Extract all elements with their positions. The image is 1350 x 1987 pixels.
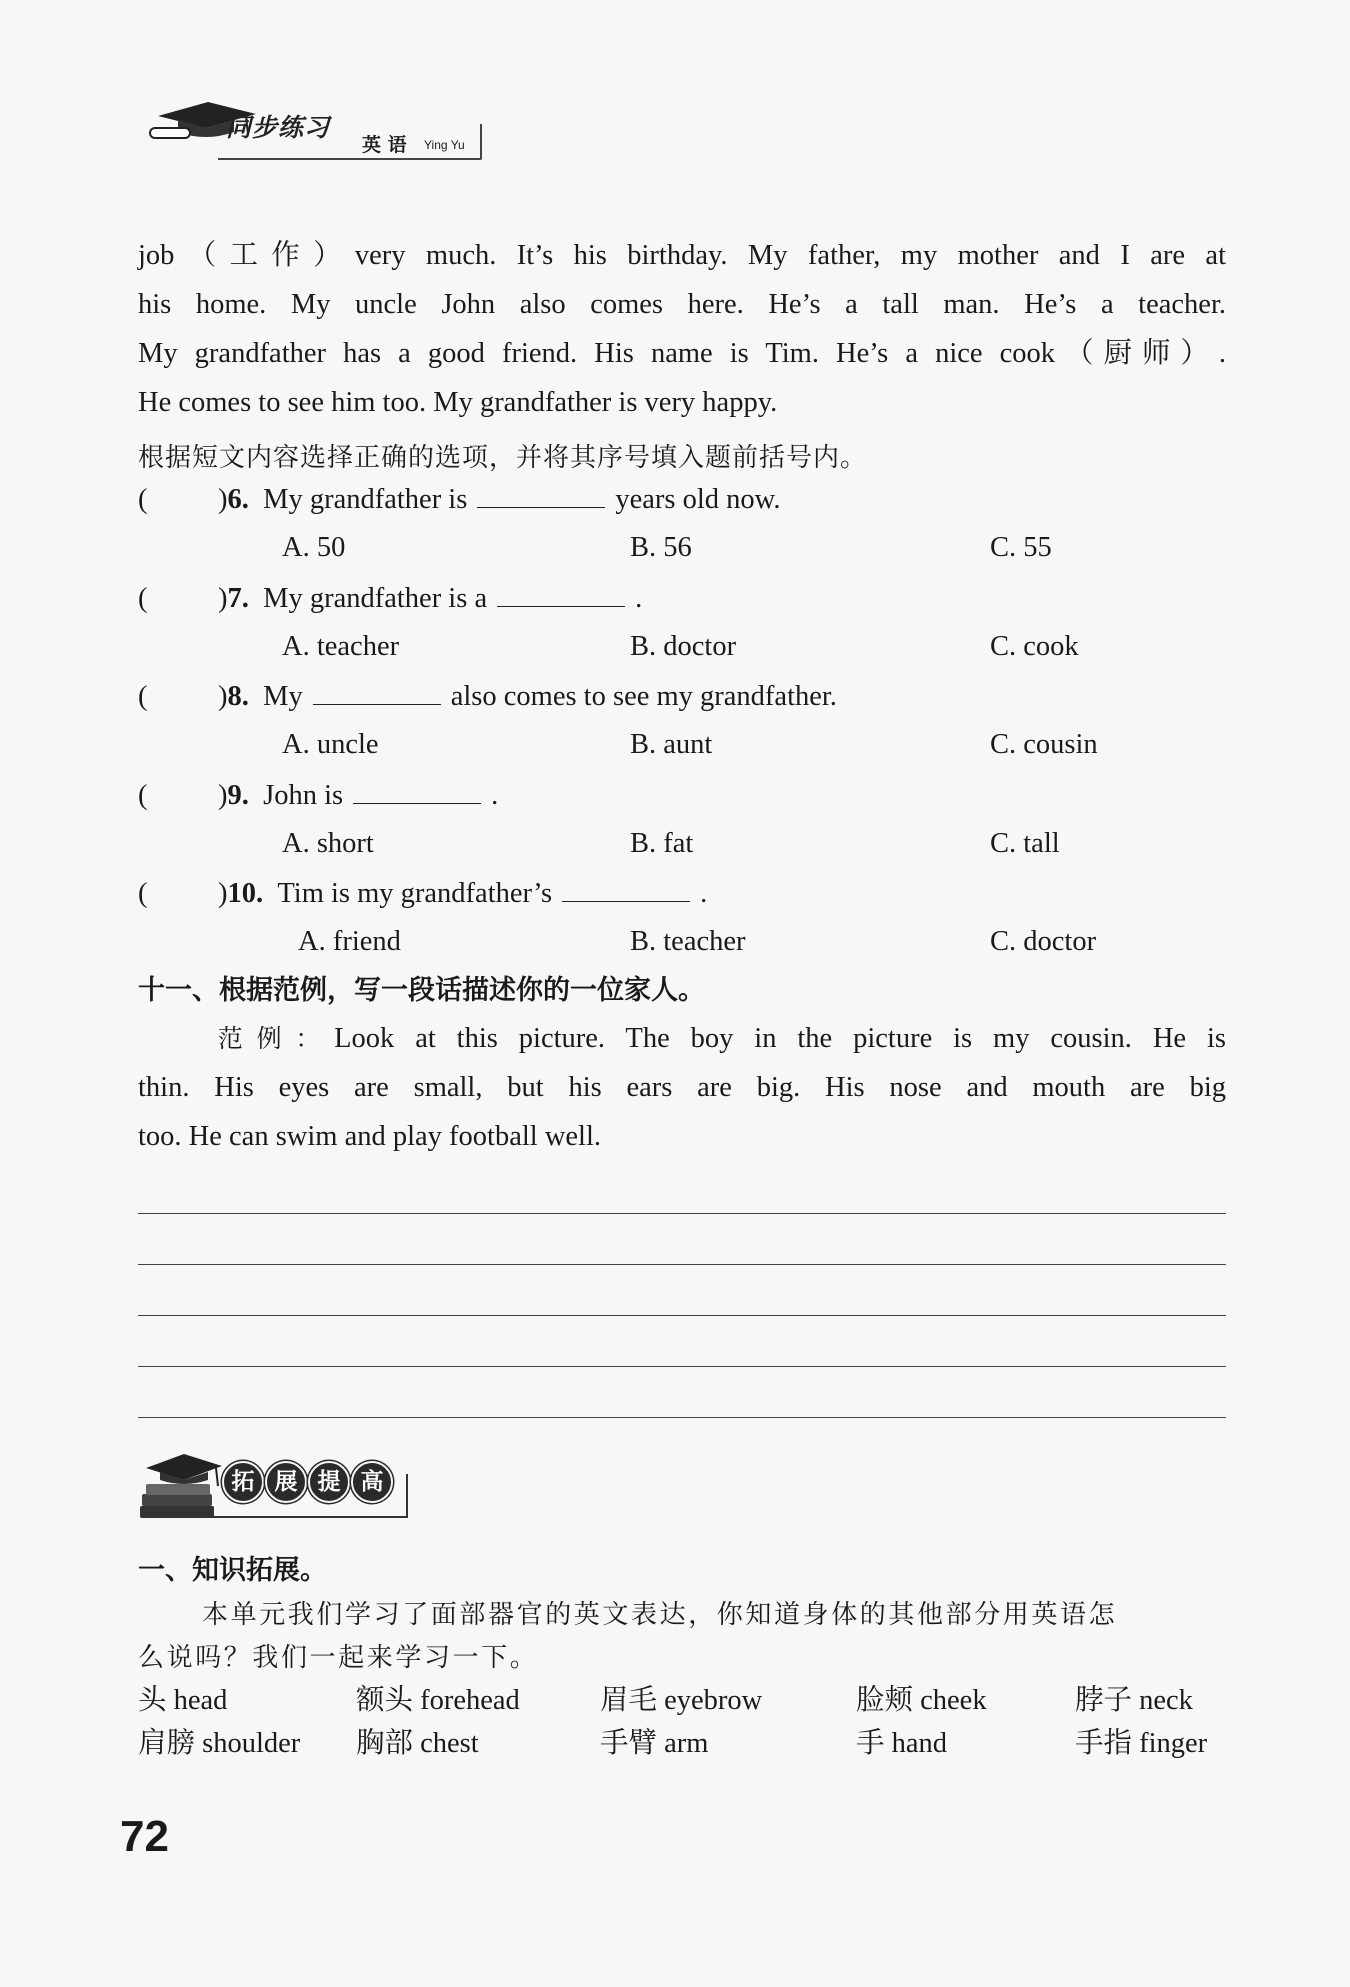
- option-a: A. friend: [298, 926, 401, 957]
- vocab-item: 头 head: [138, 1685, 228, 1716]
- writing-line[interactable]: [138, 1417, 1226, 1418]
- option-a: A. 50: [282, 532, 346, 563]
- writing-line[interactable]: [138, 1315, 1226, 1316]
- option-a: A. short: [282, 828, 374, 859]
- answer-slot[interactable]: )7. My grandfather is a .: [218, 575, 642, 623]
- page-number: 72: [120, 1812, 169, 1861]
- section-11-title: 十一、根据范例，写一段话描述你的一位家人。: [138, 975, 705, 1006]
- option-c: C. tall: [990, 828, 1060, 859]
- vocab-item: 手臂 arm: [600, 1728, 709, 1759]
- extension-intro: 本单元我们学习了面部器官的英文表达，你知道身体的其他部分用英语怎: [202, 1600, 1118, 1630]
- passage-line: his home. My uncle John also comes here. He’s a tall man. He’s a teacher.: [138, 289, 1226, 320]
- banner-char: 提: [308, 1461, 350, 1503]
- banner-char: 展: [265, 1461, 307, 1503]
- option-c: C. cook: [990, 631, 1079, 662]
- example-line: thin. His eyes are small, but his ears are big. His nose and mouth are big: [138, 1072, 1226, 1103]
- fill-blank: [353, 773, 481, 804]
- example-line: 范例：Look at this picture. The boy in the picture is my cousin. He is: [204, 1023, 1226, 1054]
- option-c: C. 55: [990, 532, 1052, 563]
- vocab-item: 眉毛 eyebrow: [600, 1685, 763, 1716]
- vocab-item: 胸部 chest: [356, 1728, 479, 1759]
- answer-slot[interactable]: )8. My also comes to see my grandfather.: [218, 673, 837, 721]
- extension-title: 一、知识拓展。: [138, 1555, 327, 1586]
- answer-slot[interactable]: )6. My grandfather is years old now.: [218, 476, 780, 524]
- option-a: A. teacher: [282, 631, 400, 662]
- series-title: 同步练习: [226, 113, 331, 142]
- passage-line: job（工作）very much. It’s his birthday. My father, my mother and I are at: [138, 240, 1226, 271]
- fill-blank: [477, 477, 605, 508]
- vocab-item: 肩膀 shoulder: [138, 1728, 301, 1759]
- passage-line: He comes to see him too. My grandfather is very happy.: [138, 387, 778, 418]
- option-b: B. 56: [630, 532, 692, 563]
- subject-label: 英 语: [362, 134, 407, 156]
- vocab-item: 脖子 neck: [1075, 1685, 1193, 1716]
- option-b: B. doctor: [630, 631, 737, 662]
- writing-line[interactable]: [138, 1366, 1226, 1367]
- fill-blank: [562, 871, 690, 902]
- option-b: B. aunt: [630, 729, 713, 760]
- passage-line: My grandfather has a good friend. His name is Tim. He’s a nice cook（厨师）.: [138, 338, 1226, 369]
- instruction: 根据短文内容选择正确的选项，并将其序号填入题前括号内。: [138, 443, 868, 473]
- extension-intro: 么说吗？我们一起来学习一下。: [138, 1643, 539, 1673]
- writing-line[interactable]: [138, 1264, 1226, 1265]
- option-c: C. doctor: [990, 926, 1097, 957]
- answer-slot[interactable]: )9. John is .: [218, 772, 498, 820]
- vocab-item: 脸颊 cheek: [856, 1685, 987, 1716]
- answer-slot[interactable]: )10. Tim is my grandfather’s .: [218, 870, 707, 918]
- vocab-item: 手指 finger: [1075, 1728, 1208, 1759]
- option-c: C. cousin: [990, 729, 1098, 760]
- fill-blank: [313, 674, 441, 705]
- option-a: A. uncle: [282, 729, 379, 760]
- example-line: too. He can swim and play football well.: [138, 1121, 602, 1152]
- banner-char: 拓: [222, 1461, 264, 1503]
- banner-char: 高: [351, 1461, 393, 1503]
- subject-pinyin: Ying Yu: [424, 138, 465, 152]
- option-b: B. teacher: [630, 926, 746, 957]
- vocab-item: 额头 forehead: [356, 1685, 520, 1716]
- vocab-item: 手 hand: [856, 1728, 948, 1759]
- option-b: B. fat: [630, 828, 694, 859]
- fill-blank: [497, 576, 625, 607]
- writing-line[interactable]: [138, 1213, 1226, 1214]
